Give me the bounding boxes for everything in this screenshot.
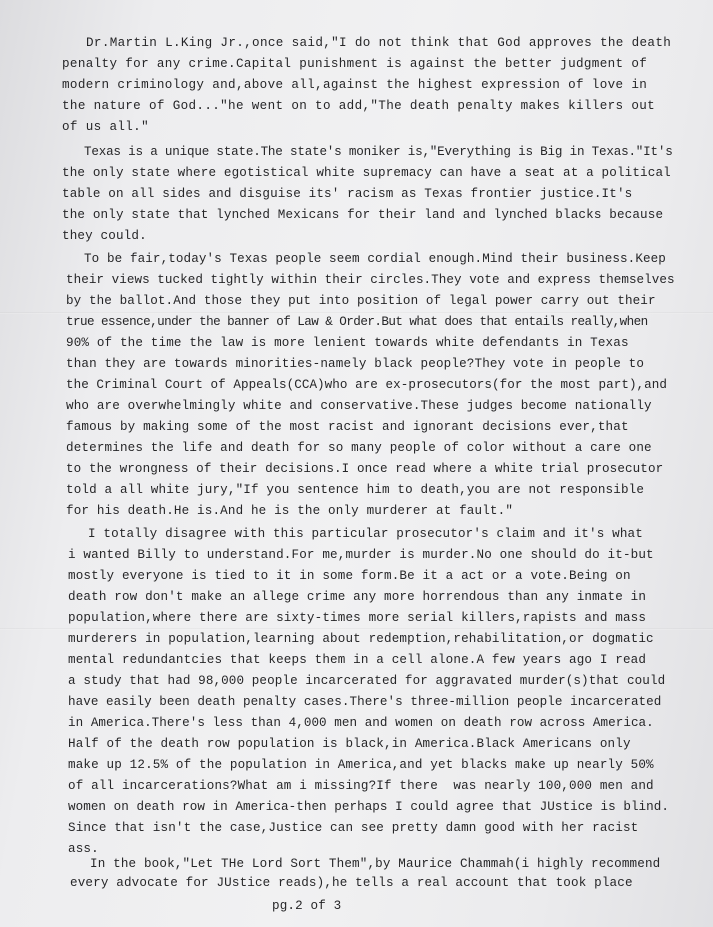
text-line: Since that isn't the case,Justice can see pretty damn good with her racist — [68, 821, 639, 835]
text-line: I totally disagree with this particular prosecutor's claim and it's what — [88, 527, 643, 541]
text-line: make up 12.5% of the population in America,and yet blacks make up nearly 50% — [68, 758, 654, 772]
text-line: the only state that lynched Mexicans for their land and lynched blacks because — [62, 208, 664, 222]
text-line: true essence,under the banner of Law & Order.But what does that entails really,when — [66, 315, 648, 329]
text-line: women on death row in America-then perhaps I could agree that JUstice is blind. — [68, 800, 669, 814]
text-line: for his death.He is.And he is the only murderer at fault." — [66, 504, 514, 518]
text-line: in America.There's less than 4,000 men and women on death row across America. — [68, 716, 654, 730]
text-line: death row don't make an allege crime any more horrendous than any inmate in — [68, 590, 647, 604]
text-line: To be fair,today's Texas people seem cordial enough.Mind their business.Keep — [84, 252, 666, 266]
text-line: determines the life and death for so many people of color without a care one — [66, 441, 652, 455]
text-line: than they are towards minorities-namely black people?They vote in people to — [66, 357, 645, 371]
text-line: modern criminology and,above all,against the highest expression of love in — [62, 78, 648, 92]
text-line: ass. — [68, 842, 99, 856]
text-line: In the book,"Let THe Lord Sort Them",by Maurice Chammah(i highly recommend — [90, 857, 661, 871]
text-line: Dr.Martin L.King Jr.,once said,"I do not think that God approves the death — [86, 36, 672, 50]
text-line: told a all white jury,"If you sentence him to death,you are not responsible — [66, 483, 645, 497]
text-line: the Criminal Court of Appeals(CCA)who are ex-prosecutors(for the most part),and — [66, 378, 667, 392]
page-number: pg.2 of 3 — [272, 899, 342, 913]
text-line: table on all sides and disguise its' racism as Texas frontier justice.It's — [62, 187, 633, 201]
text-line: i wanted Billy to understand.For me,murder is murder.No one should do it-but — [68, 548, 654, 562]
text-line: of us all." — [62, 120, 149, 134]
text-line: penalty for any crime.Capital punishment is against the better judgment of — [62, 57, 648, 71]
text-line: Half of the death row population is black,in America.Black Americans only — [68, 737, 631, 751]
text-line: mostly everyone is tied to it in some form.Be it a act or a vote.Being on — [68, 569, 631, 583]
text-line: they could. — [62, 229, 147, 243]
text-line: by the ballot.And those they put into position of legal power carry out their — [66, 294, 656, 308]
text-line: the nature of God..."he went on to add,"The death penalty makes killers out — [62, 99, 656, 113]
text-line: of all incarcerations?What am i missing?If there was nearly 100,000 men and — [68, 779, 654, 793]
text-line: the only state where egotistical white supremacy can have a seat at a political — [62, 166, 671, 180]
text-line: every advocate for JUstice reads),he tells a real account that took place — [70, 876, 633, 890]
text-line: Texas is a unique state.The state's moniker is,"Everything is Big in Texas."It's — [84, 145, 673, 159]
text-line: 90% of the time the law is more lenient towards white defendants in Texas — [66, 336, 629, 350]
text-line: mental redundantcies that keeps them in a cell alone.A few years ago I read — [68, 653, 647, 667]
text-line: famous by making some of the most racist and ignorant decisions ever,that — [66, 420, 629, 434]
text-line: population,where there are sixty-times more serial killers,rapists and mass — [68, 611, 647, 625]
text-line: have easily been death penalty cases.There's three-million people incarcerated — [68, 695, 662, 709]
text-line: murderers in population,learning about redemption,rehabilitation,or dogmatic — [68, 632, 654, 646]
text-line: their views tucked tightly within their circles.They vote and express themselves — [66, 273, 675, 287]
text-line: who are overwhelmingly white and conservative.These judges become nationally — [66, 399, 652, 413]
text-line: to the wrongness of their decisions.I once read where a white trial prosecutor — [66, 462, 664, 476]
text-line: a study that had 98,000 people incarcerated for aggravated murder(s)that could — [68, 674, 666, 688]
